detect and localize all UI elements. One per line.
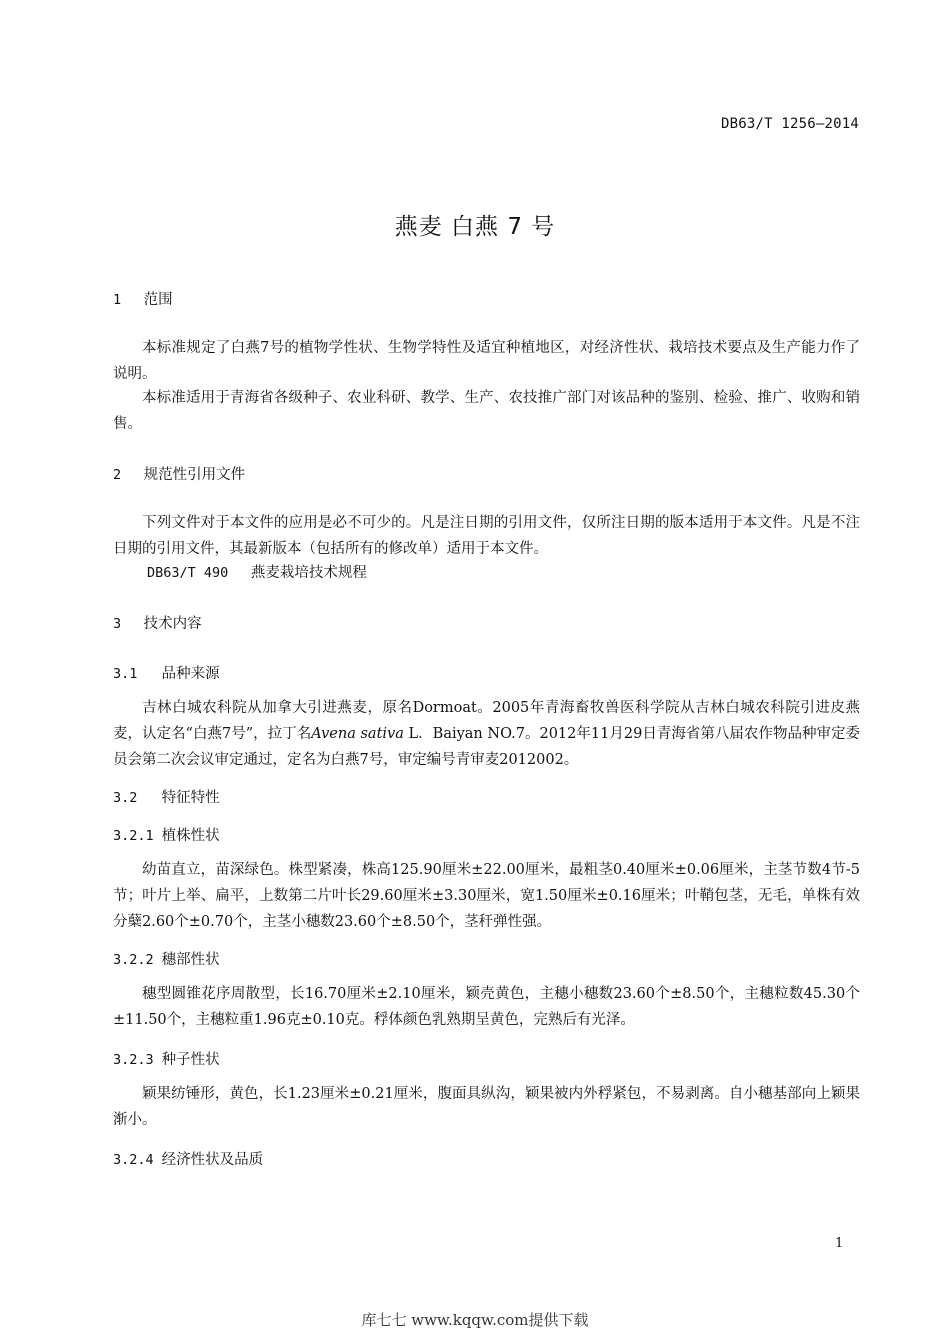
section-title: 范围	[143, 292, 173, 308]
standard-code: DB63/T 1256—2014	[720, 116, 859, 132]
section-1-paragraph-1: 本标准规定了白燕7号的植物学性状、生物学特性及适宜种植地区，对经济性状、栽培技术要点及生产能力作了说明。	[113, 340, 860, 382]
section-number: 3.1	[113, 666, 138, 682]
section-3-2-heading	[113, 786, 220, 807]
section-3-2-2-paragraph: 穗型圆锥花序周散型，长16.70厘米±2.10厘米，颖壳黄色，主穗小穗数23.60个±8.50个，主穗粒数45.30个±11.50个，主穗粒重1.96克±0.10克。稃体颜色乳熟期呈黄色，完熟后有光泽。	[113, 986, 860, 1028]
section-3-2-3-paragraph: 颖果纺锤形，黄色，长1.23厘米±0.21厘米，腹面具纵沟，颖果被内外稃紧包，不易剥离。自小穗基部向上颖果渐小。	[113, 1086, 860, 1128]
section-1-paragraph-2: 本标准适用于青海省各级种子、农业科研、教学、生产、农技推广部门对该品种的鉴别、检验、推广、收购和销售。	[113, 390, 860, 432]
reference-code: DB63/T 490	[147, 565, 229, 581]
section-3-2-2-heading	[113, 948, 220, 969]
section-2-heading	[113, 463, 245, 484]
section-title: 技术内容	[143, 616, 202, 632]
section-3-2-1-paragraph: 幼苗直立，苗深绿色。株型紧凑，株高125.90厘米±22.00厘米，最粗茎0.40厘米±0.06厘米，主茎节数4节-5节；叶片上举、扁平，上数第二片叶长29.60厘米±3.30厘米，宽1.50厘米±0.16厘米；叶鞘包茎，无毛，单株有效分蘖2.60个±0.70个，主茎小穗数23.60个±8.50个，茎秆弹性强。	[113, 862, 860, 930]
section-title: 穗部性状	[161, 952, 220, 968]
section-3-1-paragraph	[113, 695, 860, 773]
section-3-2-4-heading	[113, 1148, 263, 1169]
section-number: 3.2.2	[113, 952, 154, 968]
section-number: 2	[113, 467, 122, 483]
section-number: 3.2.3	[113, 1052, 154, 1068]
section-number: 3.2	[113, 790, 138, 806]
footer-source-link[interactable]: 库七七 www.kqqw.com提供下载	[361, 1311, 589, 1329]
section-title: 品种来源	[161, 666, 220, 682]
section-number: 3	[113, 616, 122, 632]
section-title: 经济性状及品质	[161, 1152, 264, 1168]
section-3-heading	[113, 612, 202, 633]
paragraph-text-b: L．Baiyan NO.7。2012年11月29日青海省第八届农作物品种审定委员会第二次会议审定通过，定名为白燕7号，审定编号青审麦2012002。	[113, 726, 860, 768]
normative-reference	[147, 561, 367, 582]
section-2-paragraph-1: 下列文件对于本文件的应用是必不可少的。凡是注日期的引用文件，仅所注日期的版本适用于本文件。凡是不注日期的引用文件，其最新版本（包括所有的修改单）适用于本文件。	[113, 515, 860, 557]
reference-title: 燕麦栽培技术规程	[250, 565, 367, 581]
section-3-2-3-heading	[113, 1048, 220, 1069]
latin-name: Avena sativa	[311, 726, 404, 742]
paragraph-text-a: 吉林白城农科院从加拿大引进燕麦，原名Dormoat。2005年青海畜牧兽医科学院从吉林白城农科院引进皮燕麦，认定名“白燕7号”，拉丁名	[113, 700, 860, 742]
section-3-1-heading	[113, 662, 220, 683]
section-title: 规范性引用文件	[143, 467, 246, 483]
section-number: 1	[113, 292, 122, 308]
section-title: 特征特性	[161, 790, 220, 806]
section-title: 植株性状	[161, 828, 220, 844]
document-title: 燕麦 白燕 7 号	[394, 214, 556, 240]
page-number: 1	[835, 1236, 844, 1251]
section-1-heading	[113, 288, 173, 309]
section-3-2-1-heading	[113, 824, 220, 845]
section-number: 3.2.1	[113, 828, 154, 844]
section-number: 3.2.4	[113, 1152, 154, 1168]
section-title: 种子性状	[161, 1052, 220, 1068]
